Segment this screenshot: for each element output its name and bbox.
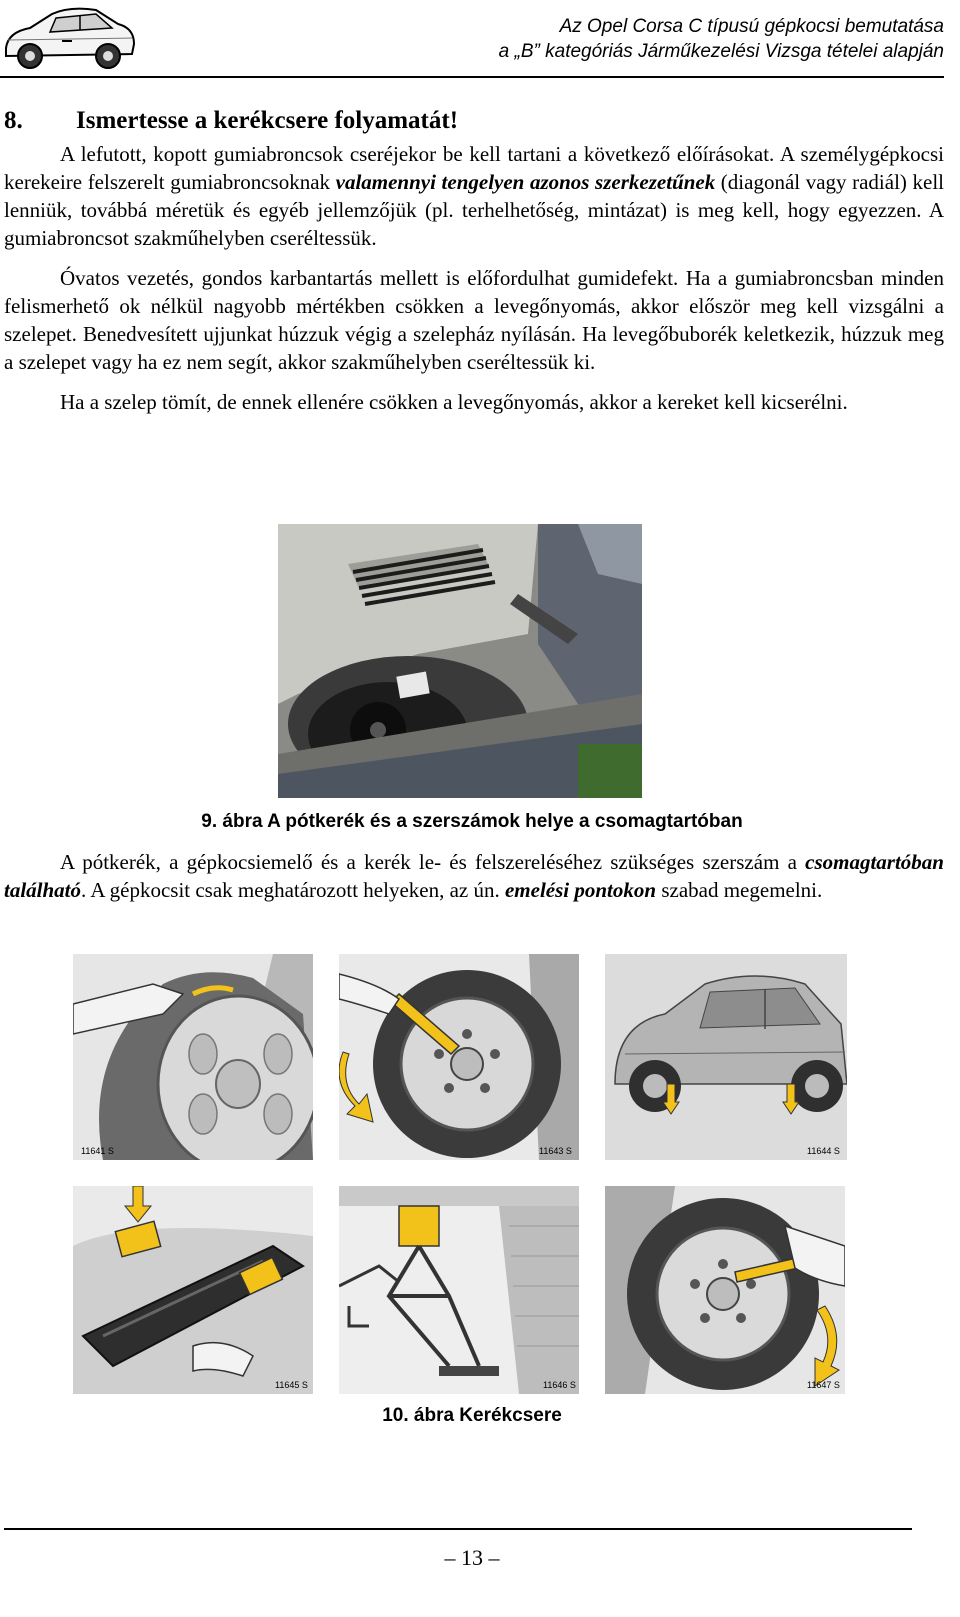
paragraph-1-emphasis: valamennyi tengelyen azonos szerkezetűnek bbox=[335, 170, 716, 194]
header-title-line1: Az Opel Corsa C típusú gépkocsi bemutatása bbox=[559, 16, 944, 37]
paragraph-4-text-c: . A gépkocsit csak meghatározott helyeken, az ún. bbox=[81, 878, 505, 902]
figure-10-panel-tighten bbox=[605, 1186, 845, 1394]
figure-10-panel-jack-position bbox=[339, 1186, 579, 1394]
section-title: Ismertesse a kerékcsere folyamatát! bbox=[76, 107, 459, 134]
figure-10-panel-lift-points bbox=[605, 954, 847, 1160]
panel-code-1: 11641 S bbox=[81, 1146, 114, 1156]
footer-rule bbox=[4, 1528, 912, 1530]
header-title-line2: a „B” kategóriás Járműkezelési Vizsga tételei alapján bbox=[498, 41, 944, 62]
header-title bbox=[499, 14, 944, 64]
header-rule bbox=[0, 76, 944, 78]
panel-code-2: 11643 S bbox=[539, 1146, 572, 1156]
page-content-lower bbox=[4, 848, 944, 904]
section-number: 8. bbox=[4, 107, 23, 134]
page-content bbox=[4, 106, 944, 416]
paragraph-4-text-e: szabad megemelni. bbox=[656, 878, 823, 902]
section-heading bbox=[4, 106, 944, 136]
figure-10-panel-loosen bbox=[339, 954, 579, 1160]
figure-10-caption: 10. ábra Kerékcsere bbox=[382, 1405, 562, 1426]
paragraph-1 bbox=[4, 140, 944, 252]
panel-code-6: 11647 S bbox=[807, 1380, 840, 1390]
panel-code-5: 11646 S bbox=[543, 1380, 576, 1390]
figure-9-caption: 9. ábra A pótkerék és a szerszámok helye a csomagtartóban bbox=[201, 811, 743, 832]
figure-10-panel-jack-storage bbox=[73, 1186, 313, 1394]
paragraph-3: Ha a szelep tömít, de ennek ellenére csökken a levegőnyomás, akkor a kereket kell kicserélni. bbox=[60, 390, 848, 414]
paragraph-4 bbox=[4, 848, 944, 904]
paragraph-4-emphasis-trunk: csomagtartóban található bbox=[4, 850, 944, 902]
paragraph-2: Óvatos vezetés, gondos karbantartás mellett is előfordulhat gumidefekt. Ha a gumiabroncsban minden felismerhető ok nélkül nagyobb mértékben csökken a levegőnyomás, akkor először meg kell vizsgálni a szelepet. Benedvesített ujjunkat húzzuk végig a szelepház nyílásán. Ha levegőbuborék keletkezik, húzzuk meg a szelepet vagy ha ez nem segít, akkor szakműhelyben cseréltessük ki. bbox=[4, 266, 944, 374]
paragraph-4-emphasis-points: emelési pontokon bbox=[504, 878, 657, 902]
page-number: – 13 – bbox=[444, 1545, 500, 1570]
car-logo-icon bbox=[0, 2, 140, 74]
paragraph-1-text-a: A lefutott, kopott gumiabroncsok cseréjekor be kell tartani a következő előírásokat. A személygépkocsi kerekeire felszerelt gumiabroncsoknak bbox=[4, 142, 944, 194]
paragraph-1-text-c: (diagonál vagy radiál) kell lenniük, továbbá méretük és egyéb jellemzőjük (pl. terhelhetőség, mintázat) is meg kell, hogy egyezzen. A gumiabroncsot szakműhelyben cseréltessük. bbox=[4, 170, 944, 250]
figure-10-panel-hubcap bbox=[73, 954, 313, 1160]
panel-code-3: 11644 S bbox=[807, 1146, 840, 1156]
paragraph-4-text-a: A pótkerék, a gépkocsiemelő és a kerék le- és felszereléséhez szükséges szerszám a bbox=[60, 850, 806, 874]
panel-code-4: 11645 S bbox=[275, 1380, 308, 1390]
page-header bbox=[0, 0, 960, 80]
figure-9-trunk-photo bbox=[278, 524, 642, 798]
